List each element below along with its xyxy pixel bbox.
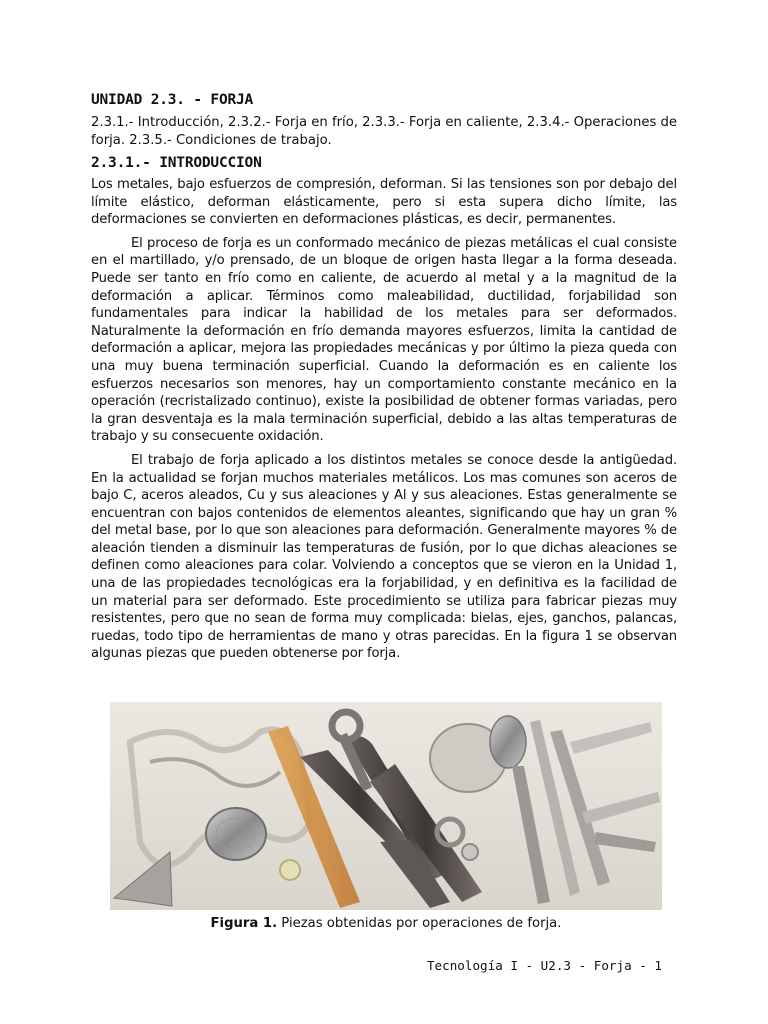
figure-caption-label: Figura 1. xyxy=(210,916,278,931)
figure-caption xyxy=(110,916,662,931)
section-title: 2.3.1.- INTRODUCCION xyxy=(91,155,262,171)
paragraph-3: El trabajo de forja aplicado a los distintos metales se conoce desde la antigüedad. En la actualidad se forjan muchos materiales metálicos. Los mas comunes son aceros de bajo C, aceros aleados, Cu y sus aleaciones y Al y sus aleaciones. Estas generalmente se encuentran con bajos contenidos de elementos aleantes, significando que hay un gran % del metal base, por lo que son aleaciones para deformación. Generalmente mayores % de aleación tienden a disminuir las temperaturas de fusión, por lo que dichas aleaciones se definen como aleaciones para colar. Volviendo a conceptos que se vieron en la Unidad 1, una de las propiedades tecnológicas era la forjabilidad, y en definitiva es la facilidad de un material para ser deformado. Este procedimiento se utiliza para fabricar piezas muy resistentes, pero que no sean de forma muy complicada: bielas, ejes, ganchos, palancas, ruedas, todo tipo de herramientas de mano y otras parecidas. En la figura 1 se observan algunas piezas que pueden obtenerse por forja. xyxy=(91,452,677,662)
table-of-contents: 2.3.1.- Introducción, 2.3.2.- Forja en frío, 2.3.3.- Forja en caliente, 2.3.4.- Operaciones de forja. 2.3.5.- Condiciones de trabajo. xyxy=(91,115,677,148)
document-body xyxy=(91,92,677,669)
paragraph-1: Los metales, bajo esfuerzos de compresión, deforman. Si las tensiones son por debajo del límite elástico, deforman elásticamente, pero si esta supera dicho límite, las deformaciones se convierten en deformaciones plásticas, es decir, permanentes. xyxy=(91,177,677,228)
unit-title: UNIDAD 2.3. - FORJA xyxy=(91,92,254,108)
forged-parts-photo xyxy=(110,702,662,910)
page-footer: Tecnología I - U2.3 - Forja - 1 xyxy=(426,958,662,973)
paragraph-2: El proceso de forja es un conformado mecánico de piezas metálicas el cual consiste en el martillado, y/o prensado, de un bloque de origen hasta llegar a la forma deseada. Puede ser tanto en frío como en caliente, de acuerdo al metal y a la magnitud de la deformación a aplicar. Términos como maleabilidad, ductilidad, forjabilidad son fundamentales para indicar la habilidad de los metales para ser deformados. Naturalmente la deformación en frío demanda mayores esfuerzos, limita la cantidad de deformación a aplicar, mejora las propiedades mecánicas y por último la pieza queda con una muy buena terminación superficial. Cuando la deformación es en caliente los esfuerzos necesarios son menores, hay un comportamiento constante mecánico en la operación (recristalizado continuo), existe la posibilidad de obtener formas variadas, pero la gran desventaja es la mala terminación superficial, debido a las altas temperaturas de trabajo y su consecuente oxidación. xyxy=(91,235,677,445)
figure-caption-text: Piezas obtenidas por operaciones de forja. xyxy=(277,916,562,931)
